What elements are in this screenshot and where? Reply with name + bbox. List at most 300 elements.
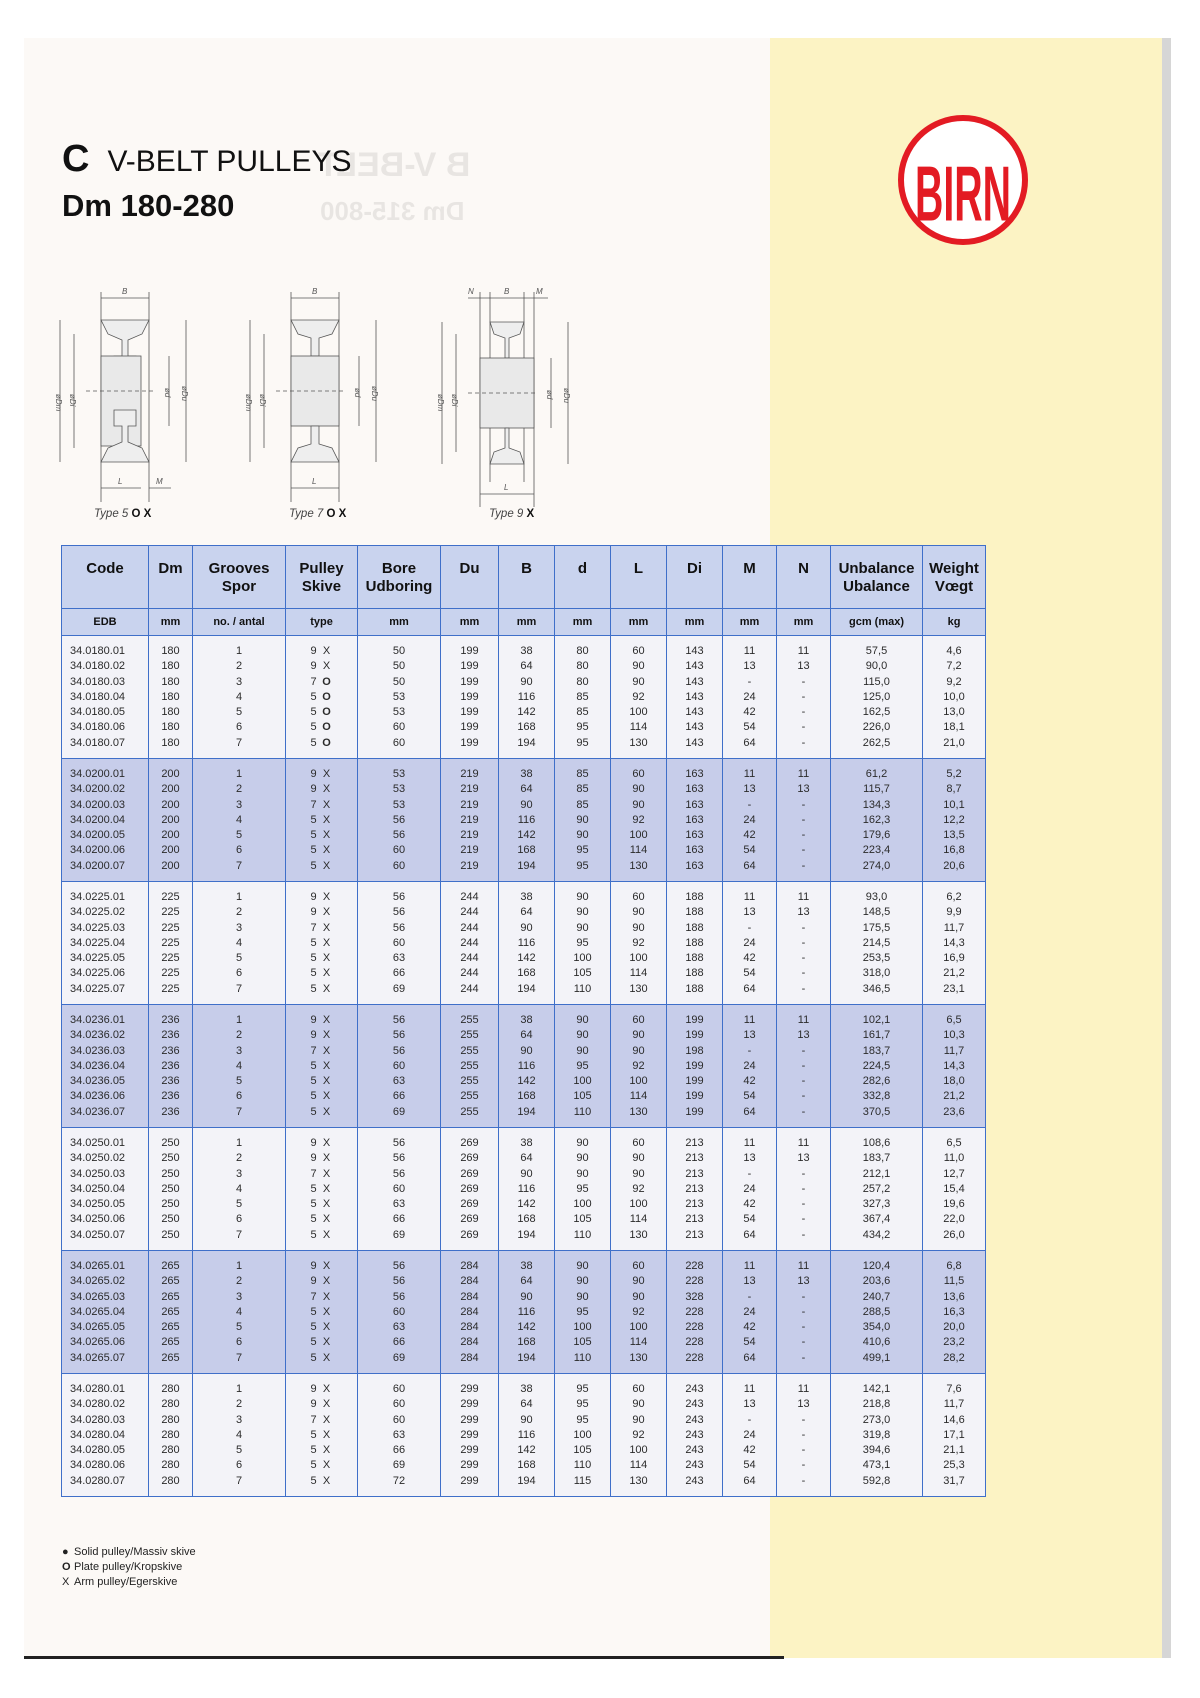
table-cell-value: 199 (460, 690, 479, 703)
table-cell-value: - (801, 798, 806, 811)
table-cell-value: 213 (685, 1167, 704, 1180)
cell-unbalance (831, 636, 923, 759)
dm-group (62, 882, 986, 1005)
type-number: 5 (310, 1459, 317, 1472)
pulley-type-value (286, 982, 357, 997)
column-header (667, 546, 723, 609)
table-cell-value: 14,3 (943, 1059, 965, 1072)
type-number: 5 (310, 1059, 317, 1072)
table-cell-value: 265 (161, 1321, 180, 1334)
plate-pulley-icon: O (322, 675, 331, 688)
table-cell-value: 90 (632, 1152, 645, 1165)
table-cell-value: 265 (161, 1305, 180, 1318)
title-text: V-BELT PULLEYS (107, 145, 352, 178)
type-number: 5 (310, 859, 317, 872)
table-cell-value: 63 (392, 1075, 406, 1088)
table-cell-value: 95 (576, 1398, 589, 1411)
table-cell-value: 168 (517, 844, 536, 857)
table-cell-value: 95 (576, 721, 589, 734)
table-cell-value: 299 (460, 1474, 479, 1487)
cell-d (555, 1005, 611, 1128)
table-cell-value: 56 (392, 1029, 406, 1042)
table-cell-value: 116 (517, 690, 536, 703)
table-cell-value: 90 (576, 906, 589, 919)
table-cell-value: 394,6 (862, 1444, 891, 1457)
arm-pulley-icon: X (322, 1090, 331, 1103)
cell-grooves (193, 882, 286, 1005)
table-cell-value: 63 (392, 1428, 406, 1441)
header-label-danish: Vœgt (934, 578, 974, 595)
cell-l (611, 1251, 667, 1374)
table-cell-value: - (801, 1182, 806, 1195)
header-label: Code (86, 560, 124, 577)
arm-pulley-icon: X (322, 1044, 331, 1057)
table-cell-value: - (801, 1167, 806, 1180)
table-cell-value: 90 (632, 1044, 645, 1057)
cell-grooves (193, 1005, 286, 1128)
table-cell-value: 92 (632, 813, 645, 826)
table-cell-value: 327,3 (862, 1198, 891, 1211)
table-cell-value: 6 (235, 1090, 243, 1103)
table-cell-value: 194 (517, 1351, 536, 1364)
table-cell-value: 200 (161, 813, 180, 826)
table-cell-value: 34.0225.01 (70, 891, 126, 903)
table-cell-value: 161,7 (862, 1029, 891, 1042)
table-cell-value: 90 (520, 798, 533, 811)
cell-m (723, 759, 777, 882)
table-cell-value: 143 (685, 721, 704, 734)
table-cell-value: 244 (460, 967, 479, 980)
table-cell-value: 90 (520, 1413, 533, 1426)
type-number: 5 (310, 1075, 317, 1088)
arm-pulley-icon: X (322, 1137, 331, 1149)
table-cell-value: 60 (632, 768, 645, 780)
type-number: 9 (310, 1383, 317, 1395)
table-cell-value: 199 (685, 1014, 704, 1026)
table-cell-value: 130 (629, 1105, 648, 1118)
table-cell-value: 90 (632, 1290, 645, 1303)
table-cell-value: 60 (392, 1305, 406, 1318)
table-cell-value: - (801, 1321, 806, 1334)
table-cell-value: 299 (460, 1413, 479, 1426)
type-number: 5 (310, 1213, 317, 1226)
cell-di (667, 1374, 723, 1497)
table-cell-value: 236 (161, 1059, 180, 1072)
table-cell-value: 90 (632, 798, 645, 811)
table-cell-value: 34.0280.03 (70, 1413, 126, 1426)
table-cell-value: 7,2 (946, 660, 962, 673)
table-cell-value: 16,9 (943, 952, 965, 965)
table-cell-value: 90 (576, 1290, 589, 1303)
table-cell-value: 34.0265.07 (70, 1351, 126, 1364)
table-cell-value: 14,6 (943, 1413, 965, 1426)
table-cell-value: 2 (235, 783, 243, 796)
table-cell-value: 34.0280.06 (70, 1459, 126, 1472)
table-cell-value: 110 (573, 1459, 592, 1472)
table-cell-value: 13 (743, 1275, 756, 1288)
table-cell-value: 34.0180.03 (70, 675, 126, 688)
dim-label: B (504, 287, 510, 296)
table-cell-value: 53 (392, 768, 406, 780)
table-cell-value: 194 (517, 736, 536, 749)
pulley-type-value (286, 1305, 357, 1320)
table-cell-value: 11,0 (943, 1152, 965, 1165)
table-cell-value: 34.0236.04 (70, 1059, 126, 1072)
page-bottom-edge (24, 1656, 784, 1659)
table-cell-value: 34.0250.01 (70, 1137, 126, 1149)
cell-code (62, 1374, 149, 1497)
table-cell-value: 34.0225.02 (70, 906, 126, 919)
table-cell-value: 6,5 (946, 1014, 962, 1026)
table-cell-value: 54 (743, 844, 756, 857)
table-cell-value: 228 (685, 1336, 704, 1349)
pulley-type-value (286, 1228, 357, 1243)
table-cell-value: 92 (632, 1428, 645, 1441)
column-header (923, 546, 986, 609)
header-label: L (633, 560, 644, 577)
table-cell-value: 224,5 (862, 1059, 891, 1072)
table-cell-value: 346,5 (862, 982, 891, 995)
table-cell-value: 56 (392, 829, 406, 842)
table-row-group (62, 1128, 986, 1251)
table-cell-value: 110 (573, 1351, 592, 1364)
table-cell-value: 168 (517, 721, 536, 734)
arm-pulley-icon: X (322, 1290, 331, 1303)
cell-pulley-type (286, 636, 358, 759)
table-cell-value: 114 (629, 967, 648, 980)
arm-pulley-icon: X (322, 1321, 331, 1334)
type-number: 5 (310, 1428, 317, 1441)
table-cell-value: 38 (520, 1014, 533, 1026)
table-cell-value: 60 (392, 844, 406, 857)
table-cell-value: 7 (235, 1228, 243, 1241)
table-cell-value: 143 (685, 736, 704, 749)
table-cell-value: 253,5 (862, 952, 891, 965)
column-unit: mm (499, 609, 555, 636)
column-unit: no. / antal (193, 609, 286, 636)
type-number: 9 (310, 906, 317, 919)
table-cell-value: 228 (685, 1305, 704, 1318)
table-cell-value: 60 (632, 1014, 645, 1026)
cell-l (611, 636, 667, 759)
table-cell-value: 116 (517, 936, 536, 949)
table-cell-value: 199 (460, 706, 479, 719)
table-cell-value: 13 (743, 1398, 756, 1411)
table-cell-value: 143 (685, 645, 704, 657)
table-cell-value: 5 (235, 952, 243, 965)
table-cell-value: 225 (161, 982, 180, 995)
table-cell-value: 34.0200.02 (70, 783, 126, 796)
cell-m (723, 882, 777, 1005)
table-cell-value: 64 (520, 660, 533, 673)
table-cell-value: 2 (235, 1029, 243, 1042)
table-cell-value: 38 (520, 1137, 533, 1149)
table-cell-value: 38 (520, 1260, 533, 1272)
cross-icon: X (62, 1576, 70, 1588)
table-cell-value: 53 (392, 706, 406, 719)
pulley-type-value (286, 1443, 357, 1458)
table-cell-value: 90 (576, 891, 589, 903)
table-cell-value: 25,3 (943, 1459, 965, 1472)
table-cell-value: - (801, 1428, 806, 1441)
pulley-type-value (286, 1290, 357, 1305)
table-cell-value: 116 (517, 1428, 536, 1441)
table-cell-value: 34.0250.06 (70, 1213, 126, 1226)
table-cell-value: 250 (161, 1228, 180, 1241)
table-cell-value: 114 (629, 721, 648, 734)
table-cell-value: 199 (685, 1075, 704, 1088)
table-cell-value: - (801, 1474, 806, 1487)
table-cell-value: 100 (629, 829, 648, 842)
show-through-subtitle: Dm 315-800 (320, 196, 465, 226)
table-cell-value: 6,8 (946, 1260, 962, 1272)
pulley-type-value (286, 859, 357, 874)
cell-weight (923, 1005, 986, 1128)
cell-code (62, 1251, 149, 1374)
table-cell-value: 284 (460, 1336, 479, 1349)
table-cell-value: 6,2 (946, 891, 962, 903)
table-cell-value: 90 (632, 1167, 645, 1180)
pulley-type-value (286, 1397, 357, 1412)
table-row-group (62, 636, 986, 759)
header-label-danish: Ubalance (843, 578, 910, 595)
table-cell-value: 142,1 (862, 1383, 891, 1395)
diagram-type-7 (246, 282, 446, 522)
table-cell-value: 13 (797, 1398, 810, 1411)
table-cell-value: 100 (573, 1075, 592, 1088)
table-cell-value: 244 (460, 921, 479, 934)
table-cell-value: 130 (629, 982, 648, 995)
table-cell-value: 90 (520, 675, 533, 688)
column-unit: kg (923, 609, 986, 636)
table-cell-value: 225 (161, 967, 180, 980)
table-cell-value: 100 (629, 952, 648, 965)
dim-label: M (156, 477, 163, 486)
table-cell-value: 130 (629, 1351, 648, 1364)
table-cell-value: 11 (743, 768, 756, 780)
type-number: 5 (310, 721, 317, 734)
table-cell-value: 318,0 (862, 967, 891, 980)
table-cell-value: 6,5 (946, 1137, 962, 1149)
type-number: 7 (310, 1044, 317, 1057)
cell-weight (923, 1128, 986, 1251)
dim-label: M (536, 287, 543, 296)
table-cell-value: 219 (460, 844, 479, 857)
table-cell-value: 194 (517, 1228, 536, 1241)
table-cell-value: 219 (460, 783, 479, 796)
dim-label: øDi (450, 394, 459, 407)
table-cell-value: 14,3 (943, 936, 965, 949)
table-cell-value: 243 (685, 1413, 704, 1426)
table-cell-value: 34.0236.05 (70, 1075, 126, 1088)
table-cell-value: 34.0265.04 (70, 1305, 126, 1318)
table-cell-value: 219 (460, 829, 479, 842)
table-cell-value: 26,0 (943, 1228, 965, 1241)
column-header (62, 546, 149, 609)
cell-d (555, 1128, 611, 1251)
cell-code (62, 759, 149, 882)
table-cell-value: 90 (520, 1290, 533, 1303)
dim-label: øDu (370, 386, 379, 402)
table-cell-value: 10,0 (943, 690, 965, 703)
dim-label: øDu (180, 386, 189, 402)
table-cell-value: 255 (460, 1044, 479, 1057)
table-cell-value: 13 (797, 1275, 810, 1288)
pulley-type-value (286, 1167, 357, 1182)
table-cell-value: 60 (392, 936, 406, 949)
table-cell-value: - (801, 859, 806, 872)
type-label: Type 5 (94, 508, 129, 520)
cell-l (611, 882, 667, 1005)
page-edge-shadow (1162, 38, 1171, 1658)
cell-n (777, 636, 831, 759)
table-cell-value: 280 (161, 1474, 180, 1487)
legend-text: Solid pulley/Massiv skive (74, 1546, 196, 1558)
table-cell-value: 328 (685, 1290, 704, 1303)
type-number: 9 (310, 768, 317, 780)
cell-d (555, 636, 611, 759)
cell-unbalance (831, 1128, 923, 1251)
table-cell-value: - (801, 1413, 806, 1426)
cell-bore (358, 1251, 441, 1374)
table-cell-value: 265 (161, 1336, 180, 1349)
cell-m (723, 1128, 777, 1251)
column-header (149, 546, 193, 609)
table-cell-value: 108,6 (862, 1137, 891, 1149)
table-cell-value: 90 (632, 906, 645, 919)
type-number: 5 (310, 1198, 317, 1211)
table-cell-value: 34.0200.07 (70, 859, 126, 872)
table-cell-value: 163 (685, 798, 704, 811)
table-cell-value: 354,0 (862, 1321, 891, 1334)
pulley-type-value (286, 813, 357, 828)
cell-grooves (193, 1128, 286, 1251)
table-cell-value: 5 (235, 706, 243, 719)
cell-weight (923, 1251, 986, 1374)
table-row-group (62, 1251, 986, 1374)
table-cell-value: 194 (517, 859, 536, 872)
table-cell-value: 284 (460, 1305, 479, 1318)
cell-d (555, 759, 611, 882)
table-cell-value: 265 (161, 1290, 180, 1303)
table-cell-value: 228 (685, 1260, 704, 1272)
table-cell-value: - (801, 921, 806, 934)
table-cell-value: 60 (392, 1413, 406, 1426)
cell-bore (358, 1374, 441, 1497)
pulley-type-value (286, 1413, 357, 1428)
cell-b (499, 1005, 555, 1128)
table-cell-value: 24 (743, 1059, 756, 1072)
arm-pulley-icon: X (322, 1413, 331, 1426)
table-cell-value: 265 (161, 1351, 180, 1364)
table-cell-value: 28,2 (943, 1351, 965, 1364)
cell-unbalance (831, 1005, 923, 1128)
table-cell-value: 236 (161, 1044, 180, 1057)
table-cell-value: 61,2 (865, 768, 888, 780)
arm-pulley-icon: X (322, 783, 331, 796)
table-cell-value: 105 (573, 1444, 592, 1457)
table-cell-value: 244 (460, 936, 479, 949)
table-cell-value: 95 (576, 1305, 589, 1318)
table-cell-value: 11,7 (943, 1398, 965, 1411)
table-cell-value: 200 (161, 798, 180, 811)
table-cell-value: 148,5 (862, 906, 891, 919)
table-cell-value: 7 (235, 1351, 243, 1364)
header-label: Du (459, 560, 480, 577)
header-label: Pulley (299, 560, 344, 577)
column-header (499, 546, 555, 609)
pulley-type-value (286, 921, 357, 936)
pulley-type-value (286, 1136, 357, 1151)
pulley-type-value (286, 1044, 357, 1059)
table-cell-value: 142 (517, 706, 536, 719)
cell-code (62, 1128, 149, 1251)
table-cell-value: 95 (576, 936, 589, 949)
table-cell-value: 114 (629, 1213, 648, 1226)
table-cell-value: 23,2 (943, 1336, 965, 1349)
table-cell-value: - (801, 675, 806, 688)
pulley-type-value (286, 1059, 357, 1074)
header-label: M (743, 560, 756, 577)
table-cell-value: 203,6 (862, 1275, 891, 1288)
table-cell-value: 54 (743, 967, 756, 980)
arm-pulley-icon: X (322, 1014, 331, 1026)
table-cell-value: 85 (576, 690, 589, 703)
table-cell-value: 64 (743, 736, 756, 749)
table-cell-value: 11 (797, 1383, 810, 1395)
header-label: B (521, 560, 532, 577)
table-cell-value: 7 (235, 982, 243, 995)
table-cell-value: 90 (576, 1044, 589, 1057)
cell-dm (149, 636, 193, 759)
header-label: N (798, 560, 809, 577)
table-cell-value: 1 (235, 891, 243, 903)
arm-pulley-icon: X (322, 1198, 331, 1211)
table-cell-value: 23,6 (943, 1105, 965, 1118)
table-cell-value: 56 (392, 1260, 406, 1272)
table-cell-value: 90 (576, 829, 589, 842)
table-cell-value: 38 (520, 645, 533, 657)
table-cell-value: 142 (517, 1444, 536, 1457)
table-cell-value: 11 (743, 1137, 756, 1149)
table-cell-value: - (801, 1351, 806, 1364)
cell-weight (923, 636, 986, 759)
cell-pulley-type (286, 759, 358, 882)
arm-pulley-icon: X (322, 829, 331, 842)
table-cell-value: 60 (632, 645, 645, 657)
type-label: Type 9 (489, 508, 524, 520)
table-cell-value: 11,7 (943, 921, 965, 934)
dm-group (62, 636, 986, 759)
table-cell-value: 143 (685, 706, 704, 719)
table-cell-value: 4 (235, 1428, 243, 1441)
table-units-row (62, 609, 986, 636)
table-cell-value: 90 (576, 1275, 589, 1288)
cell-weight (923, 882, 986, 1005)
table-cell-value: 34.0250.05 (70, 1198, 126, 1211)
table-cell-value: - (801, 690, 806, 703)
table-cell-value: 12,7 (943, 1167, 965, 1180)
table-cell-value: 199 (685, 1090, 704, 1103)
table-cell-value: 110 (573, 1228, 592, 1241)
table-cell-value: 34.0280.01 (70, 1383, 126, 1395)
table-cell-value: 168 (517, 1213, 536, 1226)
cell-n (777, 759, 831, 882)
table-cell-value: 130 (629, 859, 648, 872)
table-cell-value: 64 (520, 1029, 533, 1042)
header-label: d (577, 560, 588, 577)
table-cell-value: 6 (235, 1336, 243, 1349)
